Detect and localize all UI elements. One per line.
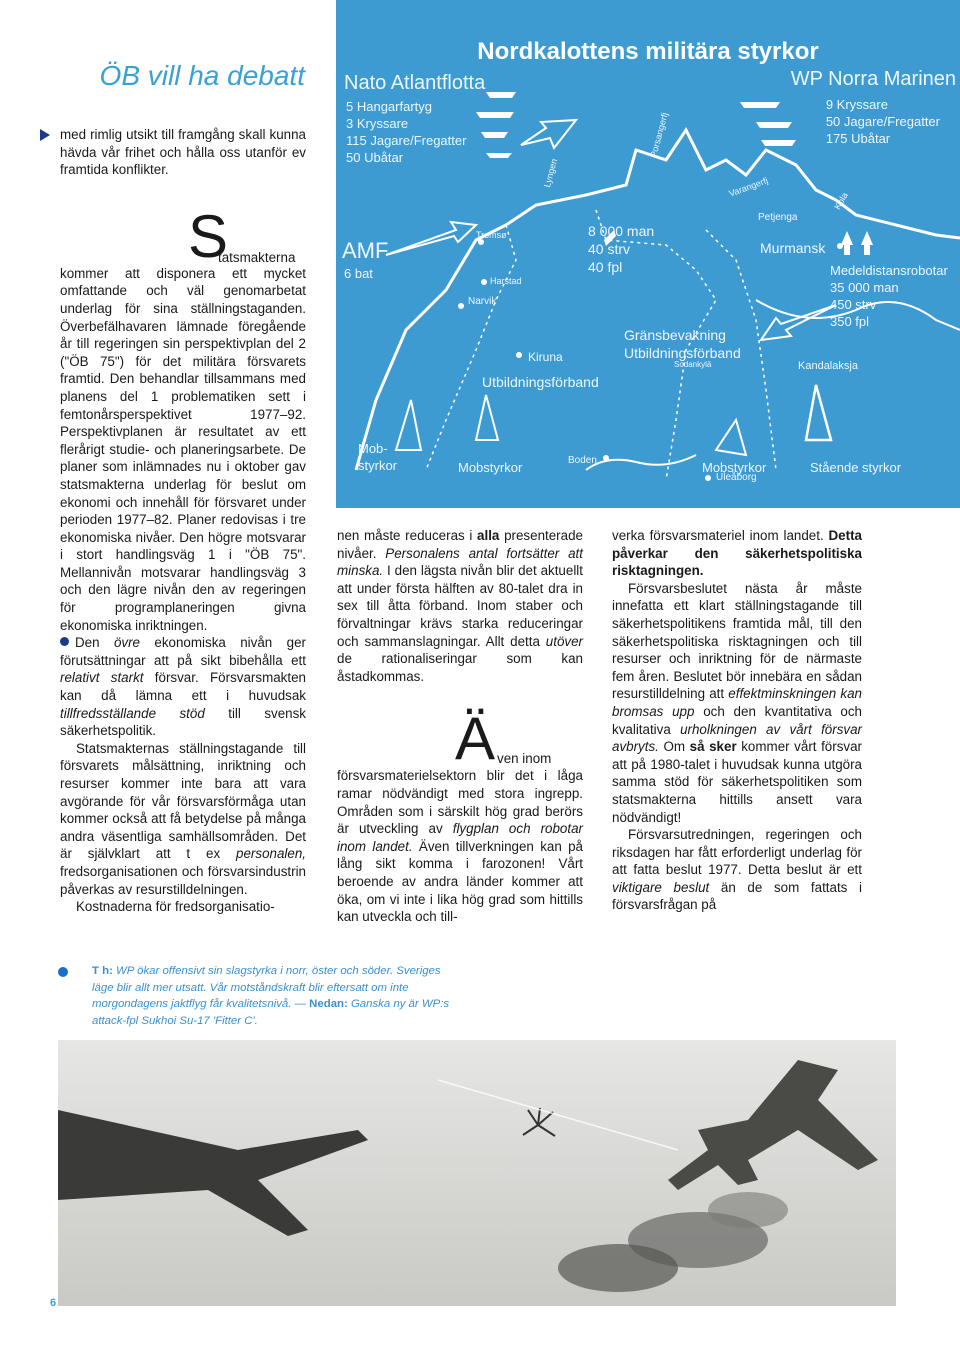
page-number: 6 [50,1297,57,1309]
city-dot [837,243,843,249]
lyngen-label: Lyngen [541,157,560,189]
nordkalotten-map [336,0,960,508]
right-force-list: Medeldistansrobotar 35 000 man 450 strv 350 fpl [830,263,948,329]
tromso-label: Tromsø [476,230,507,240]
kiruna-label: Kiruna [528,350,563,364]
city-dot [481,279,487,285]
center-force-list: 8 000 man 40 strv 40 fpl [588,223,655,275]
body-paragraph: försvarsmaterielsektorn blir det i låga ramar nödvändigt med stora ingrepp. Områden som i särskilt hög grad berörs är utveckling av flygplan och robotar inom landet. Även tillverkningen kan på lång sikt komma i farozonen! Vårt beroende av andra länder kommer att öka, om vi inte i lika hög grad som hittills kan utveckla och till- [337,768,584,925]
staende-label: Stående styrkor [810,460,902,475]
narvik-label: Narvik [468,296,497,307]
map-title: Nordkalottens militära styrkor [477,38,819,65]
border-se-no [426,225,516,470]
border-force-list: Gränsbevakning Utbildningsförband [624,327,741,361]
body-paragraph: Försvarsbeslutet nästa år måste innefatta ett klart ställningstagande till säkerhetspolitikens framtida mål, till den säkerhetspolitiska risktagningen och till resurser och inriktning för de närmaste fem åren. Beslutet bör innebära en sådan resurstilldelning att effektminskningen kan bromsas upp och den kvantitativa och kvalitativa urholkningen av vårt försvar avbryts. Om så sker kommer vårt försvar att på 1980-talet i huvudsak kunna utgöra samma stöd för säkerhetspolitiken som statsmakterna hittills ansett vara nödvändigt! [612,580,862,825]
body-paragraph: kommer att disponera ett mycket omfattande och väl genomarbetat underlag för sina ställningstaganden. Överbefälhavaren lämnade föregående år till regeringen sin perspektivplan del 2 ("ÖB 75") för det militära försvarets framtid. Den behandlar tillsammans med planens del 1 problematiken sett i femtonårsperspektivet 1977–92. Perspektivplanen är resultatet av ett flerårigt studie- och planeringsarbete. De planer som inlämnades nu i oktober gav statsmakterna underlag för beslut om ekonomi och innehåll för försvaret under perioden 1977–82. Planer redovisas i tre ekonomiska nivåer. Den högre motsvarar i stort handlingsväg 1 i "ÖB 75". Mellannivån motsvarar handlingsväg 3 och den lägre nivån den av regeringen för programplaneringen givna ekonomiska inriktningen. [60,265,306,633]
mob-arrow-1 [396,400,421,450]
amf-sub: 6 bat [344,266,373,281]
text-column-1 [60,126,306,916]
gulf-coast [586,455,696,470]
smoke-trail [708,1192,788,1228]
murmansk-label: Murmansk [760,240,826,256]
porsanger-label: Porsangerfj [648,111,670,159]
nato-force-list: 5 Hangarfartyg 3 Kryssare 115 Jagare/Fregatter 50 Ubåtar [346,99,467,165]
round-bullet-icon [60,637,69,646]
caption-bullet-icon [58,967,68,977]
mob-arrow-2 [476,395,498,440]
city-dot [603,455,609,461]
kandalaksja-label: Kandalaksja [798,360,858,372]
mobstyrkor-label-1: Mobstyrkor [458,460,523,475]
rocket-icon [861,231,873,255]
photo-caption: T h: WP ökar offensivt sin slagstyrka i norr, öster och söder. Sveriges läge blir allt mer utsatt. Vår motståndskraft blir eftersatt om inte morgondagens jaktflyg får kvalitetsnivå. — Nedan: Ganska ny är WP:s attack-fpl Sukhoi Su-17 'Fitter C'. [92,965,450,1027]
body-paragraph: Statsmakternas ställningstagande till försvarets målsättning, inriktning och resurser kommer inte bara att vara avgörande för vår försvarsförmåga utan kommer också att få betydelse på många andra väsentliga samhällsområden. Det är självklart att t ex personalen, fredsorganisationen och försvarsindustrin påverkas av resurstilldelningen. [60,740,306,897]
staende-arrow [806,385,831,440]
amf-label: AMF [342,238,389,263]
text-column-2 [337,527,583,926]
dropcap-line [60,202,306,270]
dropcap-line [337,705,583,773]
ship-icon [740,102,780,108]
nato-title: Nato Atlantflotta [344,72,486,94]
dropcap-rest: ven inom [497,750,552,766]
mob-arrow-3 [716,420,746,455]
mobstyrkor-label-2: Mobstyrkor [702,460,767,475]
dropcap-letter: S [188,202,229,270]
city-dot [516,352,522,358]
wp-force-list: 9 Kryssare 50 Jagare/Fregatter 175 Ubåtar [825,97,940,146]
ship-icon [761,140,796,146]
body-paragraph: Kostnaderna för fredsorganisatio- [76,899,275,915]
sodankyla-label: Sodankylä [674,360,712,369]
nato-arrow [521,120,576,148]
uleaborg-label: Uleåborg [716,472,757,483]
city-dot [458,303,464,309]
ship-icon [481,132,508,138]
boden-label: Boden [568,455,597,466]
body-paragraph: nen måste reduceras i alla presenterade nivåer. Personalens antal fortsätter att minska. I den lägsta nivån blir det aktuellt att under första hälften av 80-talet dra in sex till åtta förband. Inom staber och förvaltningar krävs starka reduceringar och sammanslagningar. Allt detta utöver de rationaliseringar som kan åstadkommas. [337,528,583,684]
utbildning-label: Utbildningsförband [482,374,599,390]
dropcap-letter: Ä [455,705,496,773]
text-column-3 [612,527,862,914]
smoke-trail [558,1244,678,1292]
wp-arrow [761,305,836,340]
wp-title: WP Norra Marinen [790,68,956,90]
dropcap-rest: tatsmakterna [218,250,296,266]
amf-arrow [386,222,476,255]
body-paragraph: verka försvarsmateriel inom landet. Detta påverkar den säkerhetspolitiska risktagningen. [612,528,862,579]
ship-icon [486,153,512,158]
aircraft-photo [58,1040,896,1306]
aircraft-photo-graphics [58,1040,896,1306]
rocket-icon [841,231,853,255]
varanger-label: Varangerfj [727,175,770,199]
kola-label: Kola [832,190,850,212]
pechenga-label: Petjenga [758,212,798,223]
body-paragraph: Försvarsutredningen, regeringen och riksdagen har fått erforderligt underlag för att fatta beslut 1977. Detta beslut är ett viktigare beslut än de som fattats i försvarsfrågan på [612,827,862,913]
article-heading: ÖB vill ha debatt [99,60,305,91]
triangle-bullet-icon [40,129,50,141]
ship-icon [486,92,516,98]
intro-paragraph: med rimlig utsikt till framgång skall kunna hävda vår frihet och hålla oss utanför ev framtida konflikter. [60,126,306,179]
body-paragraph: Den övre ekonomiska nivån ger förutsättningar att på sikt bibehålla ett relativt starkt försvar. Försvarsmakten kan då lämna ett i huvudsak tillfredsställande stöd till svensk säkerhetspolitik. [60,635,307,739]
ship-icon [476,112,514,118]
ship-icon [756,122,792,128]
city-dot [705,475,711,481]
mob-label: Mob- styrkor [358,441,397,473]
harstad-label: Harstad [490,276,522,286]
